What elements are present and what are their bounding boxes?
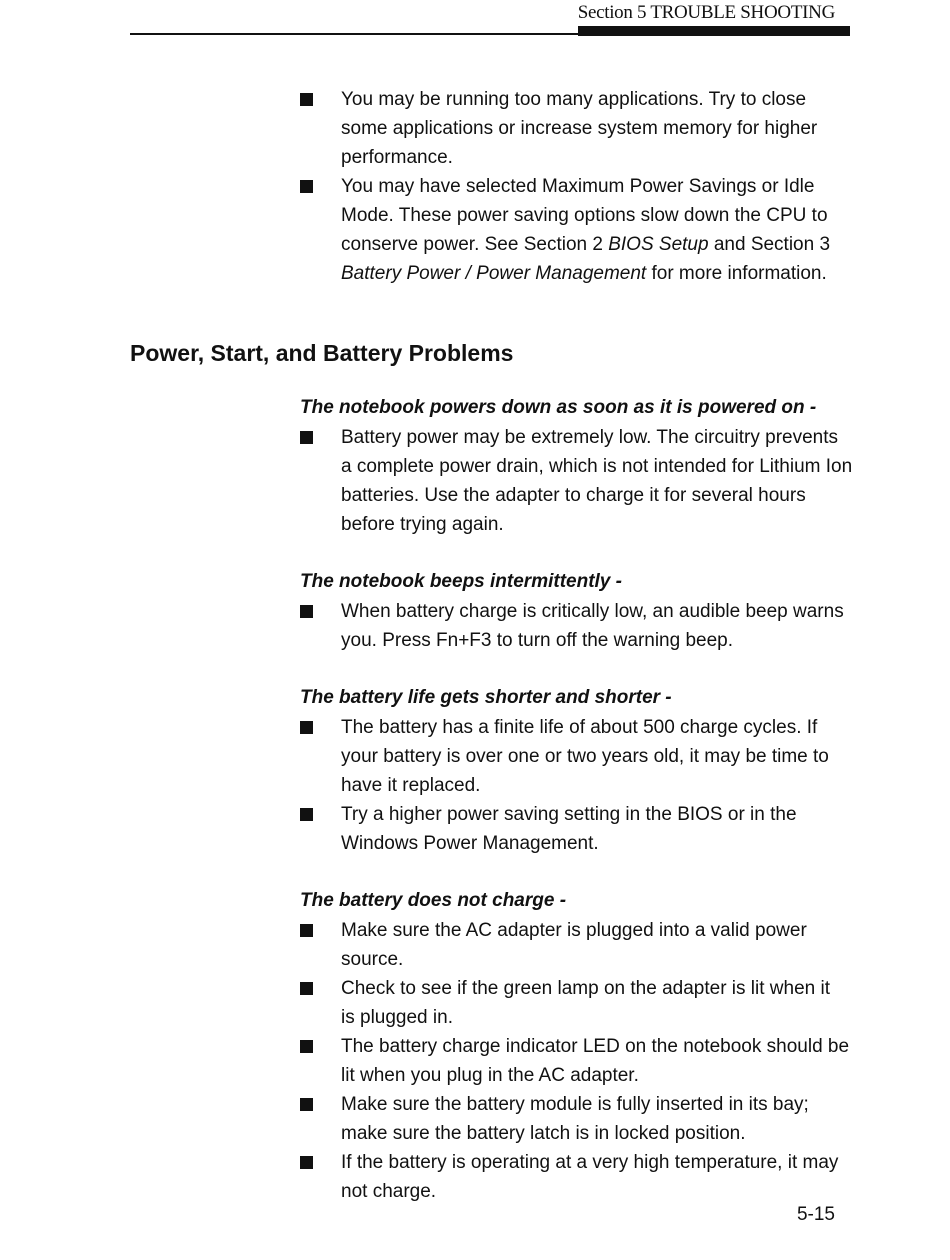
bullet-line: Battery power may be extremely low. The circuitry prevents — [341, 427, 839, 448]
bullet-line: before trying again. — [341, 514, 504, 535]
bullet-line: you. Press Fn+F3 to turn off the warning beep. — [341, 630, 734, 651]
battery-power-reference: Battery Power / Power Management — [341, 263, 647, 284]
bullet-line: When battery charge is critically low, an audible beep warns — [341, 601, 844, 622]
list-item — [300, 1148, 850, 1206]
bullet-line: performance. — [341, 147, 453, 168]
list-item — [300, 800, 850, 858]
page-header — [0, 0, 950, 40]
bullet-line: The battery has a finite life of about 500 charge cycles. If — [341, 717, 818, 738]
bullet-line: If the battery is operating at a very high temperature, it may — [341, 1152, 839, 1173]
list-item — [300, 1090, 850, 1148]
bullet-line: is plugged in. — [341, 1007, 453, 1028]
bullet-line: make sure the battery latch is in locked position. — [341, 1123, 746, 1144]
bullet-line: Try a higher power saving setting in the BIOS or in the — [341, 804, 797, 825]
text-run: and Section 3 — [708, 234, 831, 255]
page-number: 5-15 — [796, 1204, 835, 1225]
bullet-line: Windows Power Management. — [341, 833, 599, 854]
square-bullet-icon — [300, 605, 313, 618]
bullet-line: The battery charge indicator LED on the notebook should be — [341, 1036, 850, 1057]
bullet-line: Make sure the battery module is fully inserted in its bay; — [341, 1094, 809, 1115]
bullet-line: some applications or increase system memory for higher — [341, 118, 818, 139]
list-item — [300, 85, 850, 172]
problem-heading: The battery does not charge - — [300, 890, 567, 911]
list-item — [300, 974, 850, 1032]
list-item — [300, 1032, 850, 1090]
list-item — [300, 597, 850, 655]
bullet-line: a complete power drain, which is not intended for Lithium Ion — [341, 456, 853, 477]
section-title: Power, Start, and Battery Problems — [130, 340, 514, 366]
problem-heading: The notebook powers down as soon as it is powered on - — [300, 397, 817, 418]
bullet-line: lit when you plug in the AC adapter. — [341, 1065, 639, 1086]
square-bullet-icon — [300, 808, 313, 821]
bullet-line: source. — [341, 949, 404, 970]
text-run: conserve power. See Section 2 — [341, 234, 609, 255]
bullet-line — [341, 230, 850, 259]
square-bullet-icon — [300, 721, 313, 734]
square-bullet-icon — [300, 431, 313, 444]
bullet-line: your battery is over one or two years old, it may be time to — [341, 746, 829, 767]
square-bullet-icon — [300, 93, 313, 106]
square-bullet-icon — [300, 982, 313, 995]
bullet-line: Make sure the AC adapter is plugged into a valid power — [341, 920, 807, 941]
square-bullet-icon — [300, 1040, 313, 1053]
list-item — [300, 916, 850, 974]
bullet-line: Check to see if the green lamp on the adapter is lit when it — [341, 978, 830, 999]
bullet-line: You may be running too many applications. Try to close — [341, 89, 807, 110]
problem-heading: The notebook beeps intermittently - — [300, 571, 622, 592]
bullet-line — [341, 259, 850, 288]
bullet-line: not charge. — [341, 1181, 437, 1202]
list-item — [300, 172, 850, 288]
bullet-line: You may have selected Maximum Power Savings or Idle — [341, 176, 815, 197]
list-item — [300, 713, 850, 800]
square-bullet-icon — [300, 924, 313, 937]
list-item — [300, 423, 853, 539]
text-run: for more information. — [646, 263, 827, 284]
square-bullet-icon — [300, 180, 313, 193]
bios-setup-reference: BIOS Setup — [608, 234, 709, 255]
header-bar — [578, 26, 850, 36]
square-bullet-icon — [300, 1156, 313, 1169]
bullet-line: have it replaced. — [341, 775, 481, 796]
bullet-line: Mode. These power saving options slow down the CPU to — [341, 205, 828, 226]
bullet-line: batteries. Use the adapter to charge it for several hours — [341, 485, 806, 506]
problem-heading: The battery life gets shorter and shorter - — [300, 687, 672, 708]
square-bullet-icon — [300, 1098, 313, 1111]
section-header-label: Section 5 TROUBLE SHOOTING — [577, 2, 835, 23]
